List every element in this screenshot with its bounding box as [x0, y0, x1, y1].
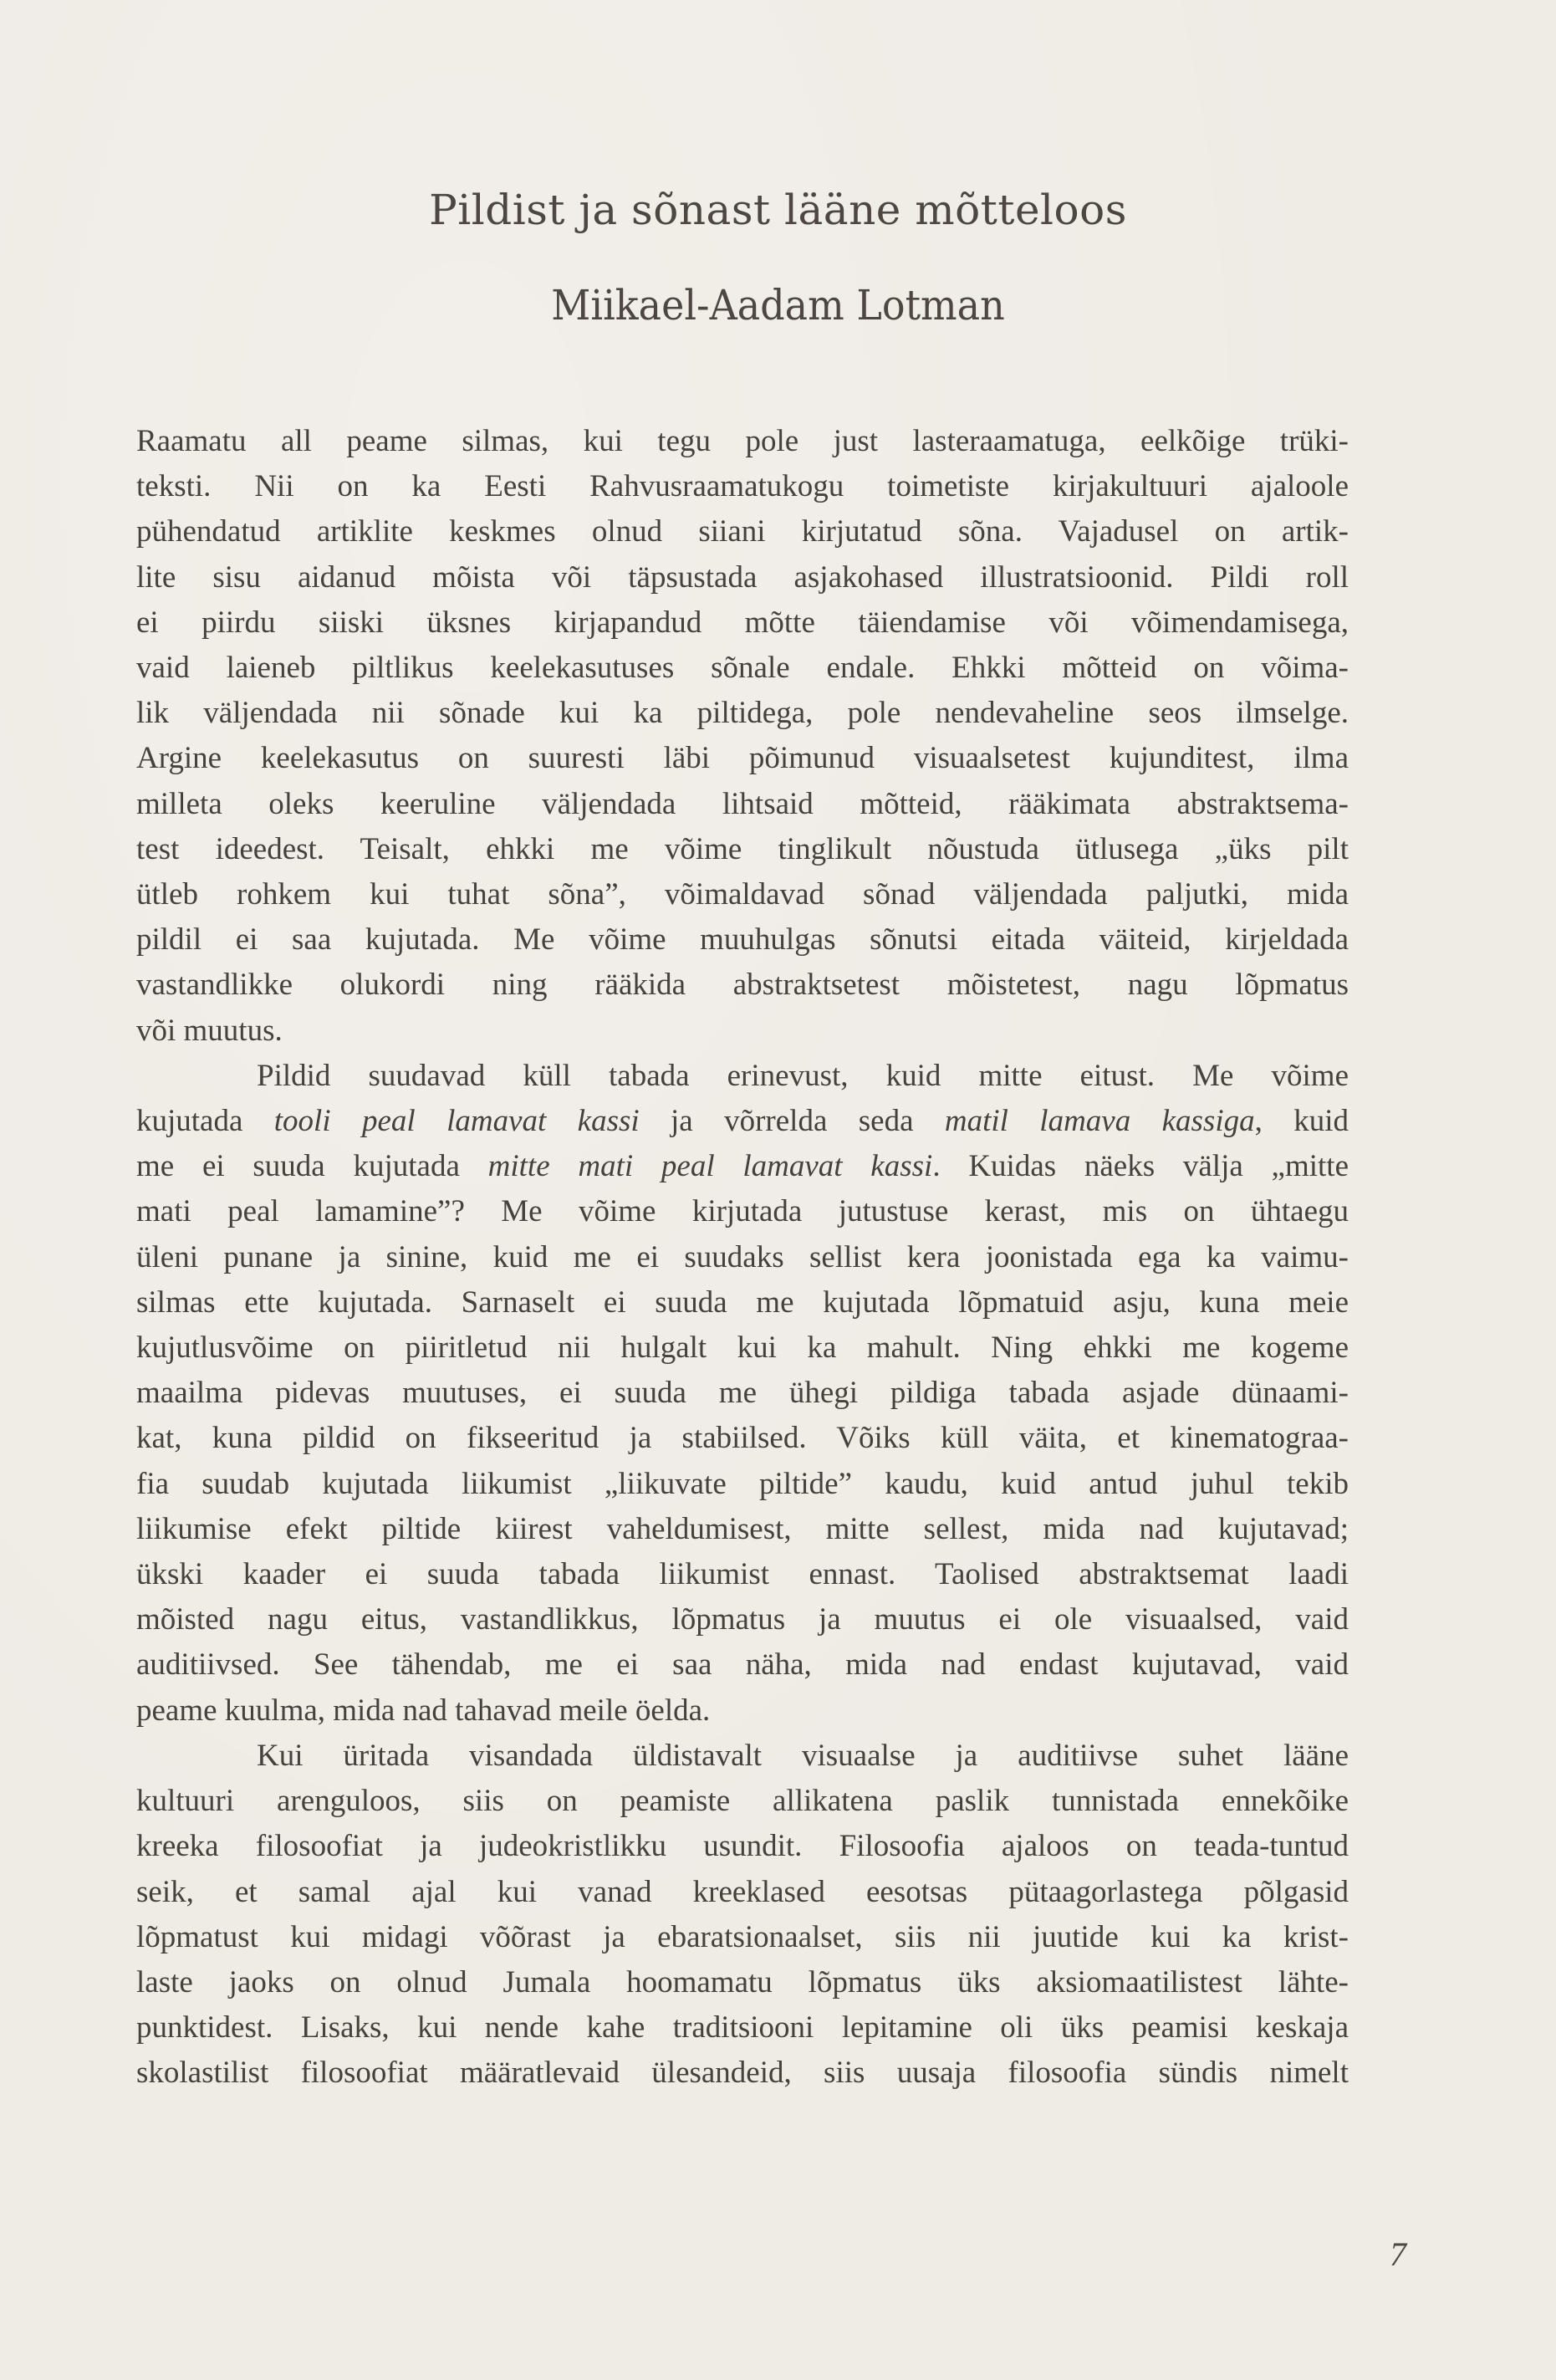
- text-line: Kui üritada visandada üldistavalt visuaalse ja auditiivse suhet lääne: [257, 1738, 1349, 1773]
- text-line: kreeka filosoofiat ja judeokristlikku usundit. Filosoofia ajaloos on teada-tuntud: [136, 1829, 1349, 1864]
- text-line: milleta oleks keeruline väljendada lihtsaid mõtteid, rääkimata abstraktsema-: [136, 786, 1349, 821]
- text-line: ei piirdu siiski üksnes kirjapandud mõtte täiendamise või võimendamisega,: [136, 605, 1349, 640]
- text-line: laste jaoks on olnud Jumala hoomamatu lõpmatus üks aksiomaatilistest lähte-: [136, 1964, 1349, 2000]
- text-line: lõpmatust kui midagi võõrast ja ebaratsionaalset, siis nii juutide kui ka krist-: [136, 1919, 1349, 1954]
- text-line: skolastilist filosoofiat määratlevaid ülesandeid, siis uusaja filosoofia sündis nimelt: [136, 2056, 1349, 2091]
- text-line: lik väljendada nii sõnade kui ka piltidega, pole nendevaheline seos ilmselge.: [136, 696, 1349, 731]
- text-line: peame kuulma, mida nad tahavad meile öelda.: [136, 1693, 711, 1728]
- text-line: pühendatud artiklite keskmes olnud siiani kirjutatud sõna. Vajadusel on artik-: [136, 514, 1349, 549]
- text-line: maailma pidevas muutuses, ei suuda me ühegi pildiga tabada asjade dünaami-: [136, 1376, 1349, 1411]
- article-title: Pildist ja sõnast lääne mõtteloos: [429, 186, 1127, 234]
- text-line: ükski kaader ei suuda tabada liikumist ennast. Taolised abstraktsemat laadi: [136, 1557, 1349, 1592]
- text-line: vastandlikke olukordi ning rääkida abstraktsetest mõistetest, nagu lõpmatus: [136, 968, 1349, 1003]
- text-line: mati peal lamamine”? Me võime kirjutada jutustuse kerast, mis on ühtaegu: [136, 1194, 1349, 1229]
- text-line: pildil ei saa kujutada. Me võime muuhulgas sõnutsi eitada väiteid, kirjeldada: [136, 922, 1349, 958]
- text-line: liikumise efekt piltide kiirest vaheldumisest, mitte sellest, mida nad kujutavad;: [136, 1511, 1349, 1546]
- text-line: kultuuri arenguloos, siis on peamiste allikatena paslik tunnistada ennekõike: [136, 1784, 1349, 1819]
- text-line: silmas ette kujutada. Sarnaselt ei suuda me kujutada lõpmatuid asju, kuna meie: [136, 1284, 1349, 1320]
- text-line: me ei suuda kujutada mitte mati peal lamavat kassi. Kuidas näeks välja „mitte: [136, 1149, 1349, 1184]
- text-line: Pildid suudavad küll tabada erinevust, kuid mitte eitust. Me võime: [257, 1058, 1349, 1093]
- paragraph: [136, 1054, 1349, 1734]
- text-line: kujutada tooli peal lamavat kassi ja võrrelda seda matil lamava kassiga, kuid: [136, 1104, 1349, 1139]
- text-line: seik, et samal ajal kui vanad kreeklased eesotsas pütaagorlastega põlgasid: [136, 1874, 1349, 1909]
- article-body: [136, 419, 1349, 2097]
- text-line: lite sisu aidanud mõista või täpsustada asjakohased illustratsioonid. Pildi roll: [136, 559, 1349, 595]
- text-line: ütleb rohkem kui tuhat sõna”, võimaldavad sõnad väljendada paljutki, mida: [136, 877, 1349, 912]
- italic-phrase: tooli peal lamavat kassi: [273, 1104, 640, 1139]
- text-line: kat, kuna pildid on fikseeritud ja stabiilsed. Võiks küll väita, et kinematograa-: [136, 1421, 1349, 1456]
- paragraph: [136, 1734, 1349, 2097]
- text-line: vaid laieneb piltlikus keelekasutuses sõnale endale. Ehkki mõtteid on võima-: [136, 651, 1349, 686]
- italic-phrase: mitte mati peal lamavat kassi: [487, 1149, 933, 1184]
- text-line: mõisted nagu eitus, vastandlikkus, lõpmatus ja muutus ei ole visuaalsed, vaid: [136, 1602, 1349, 1637]
- paragraph: [136, 419, 1349, 1054]
- text-line: Argine keelekasutus on suuresti läbi põimunud visuaalsetest kujunditest, ilma: [136, 741, 1349, 776]
- text-line: või muutus.: [136, 1013, 283, 1048]
- text-line: üleni punane ja sinine, kuid me ei suudaks sellist kera joonistada ega ka vaimu-: [136, 1239, 1349, 1274]
- article-author: Miikael-Aadam Lotman: [551, 281, 1005, 329]
- text-line: kujutlusvõime on piiritletud nii hulgalt kui ka mahult. Ning ehkki me kogeme: [136, 1330, 1349, 1366]
- text-line: fia suudab kujutada liikumist „liikuvate piltide” kaudu, kuid antud juhul tekib: [136, 1466, 1349, 1501]
- page-number: 7: [1390, 2235, 1406, 2273]
- text-line: punktidest. Lisaks, kui nende kahe traditsiooni lepitamine oli üks peamisi keskaja: [136, 2010, 1349, 2045]
- text-line: test ideedest. Teisalt, ehkki me võime tinglikult nõustuda ütlusega „üks pilt: [136, 831, 1349, 866]
- italic-phrase: matil lamava kassiga: [944, 1104, 1255, 1139]
- text-line: auditiivsed. See tähendab, me ei saa näha, mida nad endast kujutavad, vaid: [136, 1647, 1349, 1683]
- text-line: Raamatu all peame silmas, kui tegu pole just lasteraamatuga, eelkõige trüki-: [136, 424, 1349, 458]
- text-line: teksti. Nii on ka Eesti Rahvusraamatukogu toimetiste kirjakultuuri ajaloole: [136, 469, 1349, 504]
